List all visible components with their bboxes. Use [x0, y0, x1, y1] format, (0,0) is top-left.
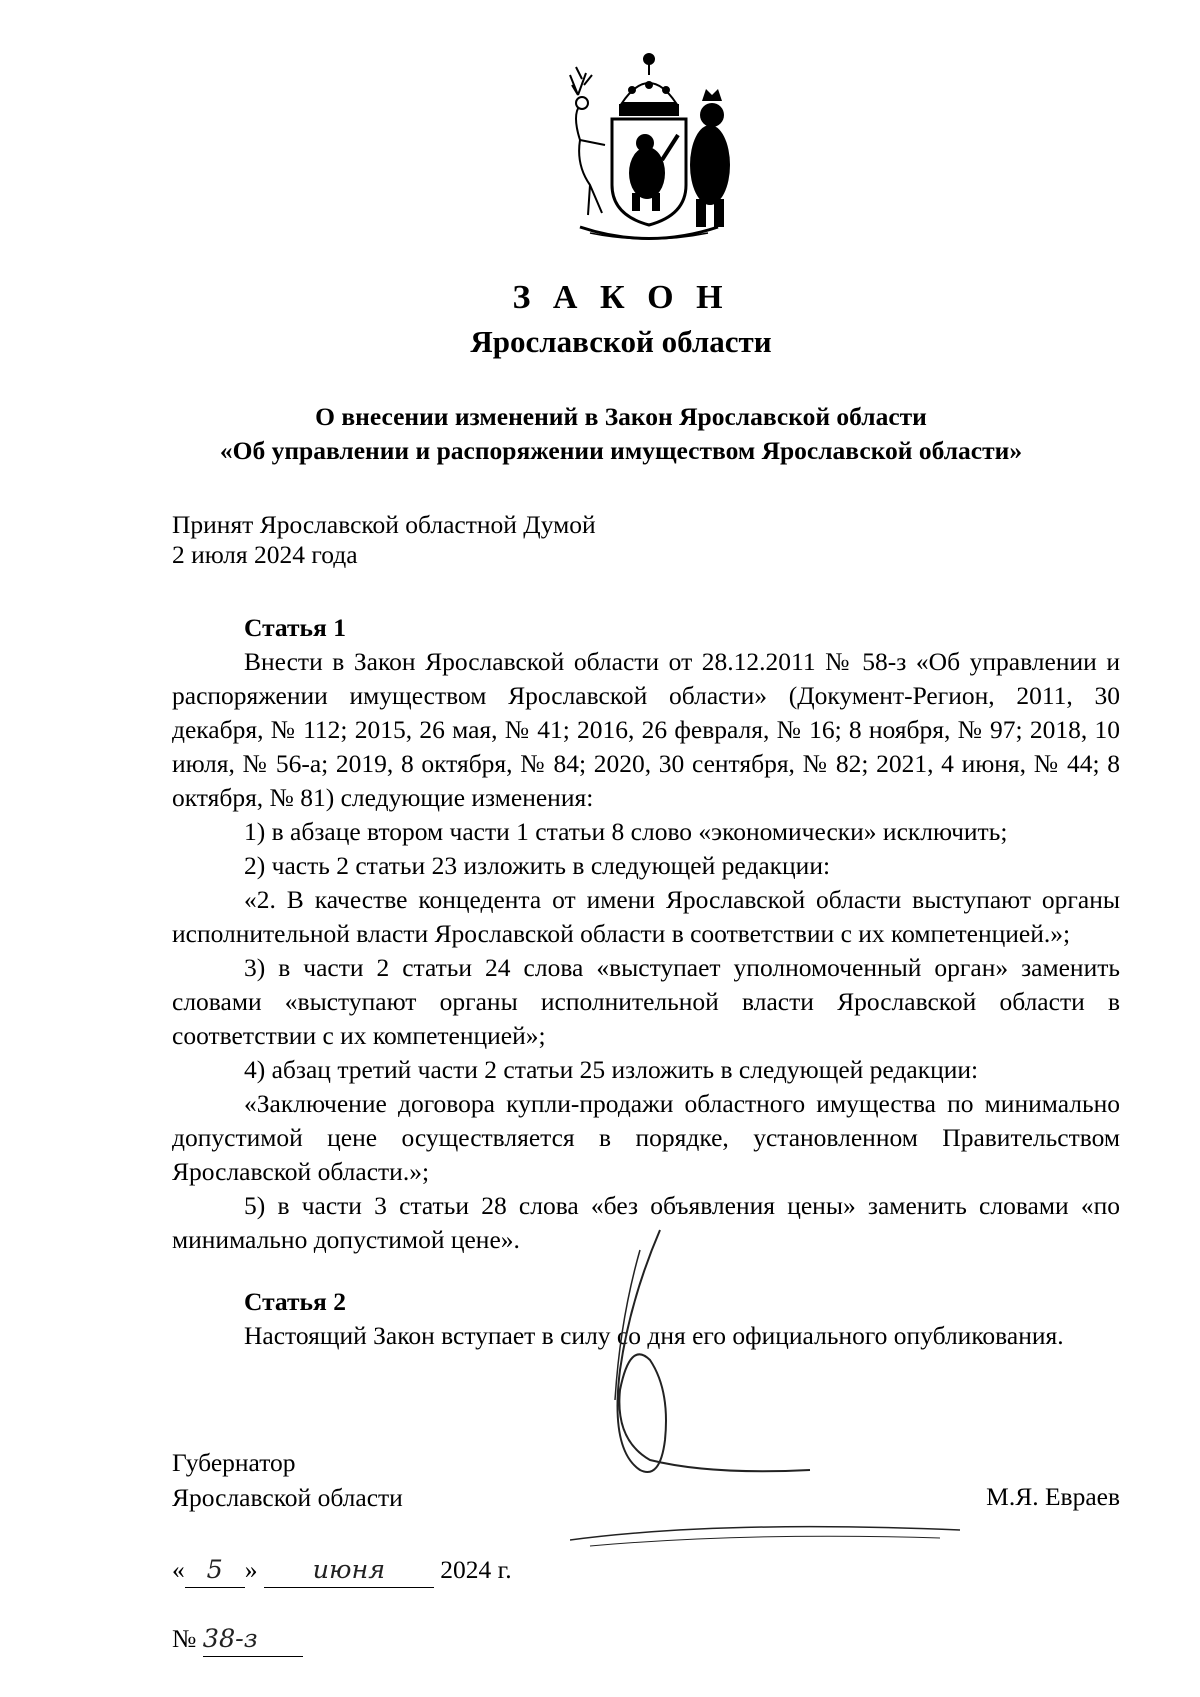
date-day: 5 [185, 1553, 245, 1588]
heading-line-1: О внесении изменений в Закон Ярославской области [315, 402, 927, 431]
article-2-paragraph: Настоящий Закон вступает в силу со дня его официального опубликования. [244, 1321, 1064, 1350]
article-1-paragraph: 1) в абзаце втором части 1 статьи 8 слово «экономически» исключить; [244, 817, 1008, 846]
number-value: 38-з [203, 1622, 303, 1657]
date-year: 2024 г. [440, 1555, 512, 1584]
deer-supporter-icon [570, 67, 605, 215]
article-2-title: Статья 2 [244, 1287, 346, 1316]
signatory-title: Губернатор [172, 1448, 296, 1477]
adoption-note [172, 510, 596, 570]
bear-supporter-icon [690, 89, 730, 227]
date-close-quote: » [244, 1555, 258, 1584]
adoption-date: 2 июля 2024 года [172, 540, 358, 569]
signatory-position [172, 1445, 403, 1515]
adoption-body: Принят Ярославской областной Думой [172, 510, 596, 539]
document-title-block [0, 278, 1200, 362]
article-1-paragraph: 4) абзац третий части 2 статьи 25 изложить в следующей редакции: [244, 1055, 979, 1084]
date-month: июня [264, 1553, 434, 1588]
number-prefix: № [172, 1624, 197, 1653]
crown-icon [620, 54, 678, 115]
document-title: З А К О Н [512, 279, 730, 316]
signatory-name: М.Я. Евраев [986, 1482, 1120, 1511]
article-1-paragraph: 3) в части 2 статьи 24 слова «выступает уполномоченный орган» заменить словами «выступают органы исполнительной власти Ярославской области в соответствии с их компетенцией»; [172, 953, 1120, 1050]
signing-date [172, 1553, 512, 1588]
document-subtitle: Ярославской области [470, 324, 772, 359]
article-1-paragraph: «Заключение договора купли-продажи областного имущества по минимально допустимой цене осуществляется в порядке, установленном Правительством Ярославской области.»; [172, 1089, 1120, 1186]
article-1-title: Статья 1 [244, 613, 346, 642]
heading-line-2: «Об управлении и распоряжении имуществом Ярославской области» [219, 436, 1023, 465]
ribbon-icon [580, 227, 718, 239]
document-heading [0, 400, 1200, 468]
article-1-paragraph: 5) в части 3 статьи 28 слова «без объявления цены» заменить словами «по минимально допустимой цене». [172, 1191, 1120, 1254]
article-1-paragraph: «2. В качестве концедента от имени Ярославской области выступают органы исполнительной власти Ярославской области в соответствии с их компетенцией.»; [172, 885, 1120, 948]
article-1-paragraph: Внести в Закон Ярославской области от 28.12.2011 № 58-з «Об управлении и распоряжении имуществом Ярославской области» (Документ-Регион, 2011, 30 декабря, № 112; 2015, 26 мая, № 41; 2016, 26 февраля, № 16; 8 ноября, № 97; 2018, 10 июля, № 56-а; 2019, 8 октября, № 84; 2020, 30 сентября, № 82; 2021, 4 июня, № 44; 8 октября, № 81) следующие изменения: [172, 647, 1120, 812]
article-1-paragraph: 2) часть 2 статьи 23 изложить в следующей редакции: [244, 851, 831, 880]
signatory-region: Ярославской области [172, 1483, 403, 1512]
date-open-quote: « [172, 1555, 185, 1584]
handwritten-signature [570, 1220, 970, 1580]
coat-of-arms-emblem [550, 45, 748, 245]
law-number [172, 1622, 303, 1657]
